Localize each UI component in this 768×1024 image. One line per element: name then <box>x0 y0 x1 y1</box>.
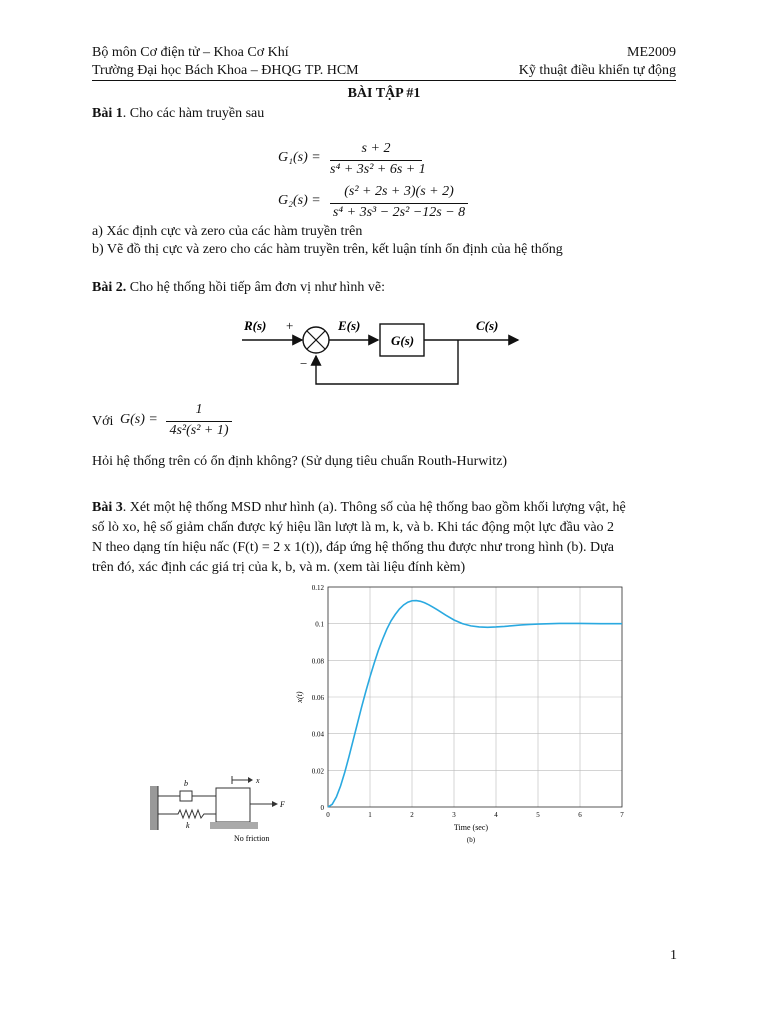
bai2-g-numerator: 1 <box>195 402 203 417</box>
y-axis-label: x(t) <box>295 691 304 703</box>
chart-caption: (b) <box>466 836 476 844</box>
bai3-label: Bài 3 <box>92 500 123 515</box>
x-tick-label: 1 <box>368 811 372 819</box>
bai2-g-lhs: G(s) = <box>120 412 158 427</box>
msd-label-k: k <box>186 821 190 830</box>
bai1-label: Bài 1 <box>92 106 123 121</box>
x-tick-label: 7 <box>620 811 624 819</box>
g2-fraction-bar <box>330 203 468 204</box>
bai1-intro-text: . Cho các hàm truyền sau <box>122 106 265 121</box>
chart-grid <box>328 587 622 807</box>
bai1-part-a: a) Xác định cực và zero của các hàm truyền trên <box>92 224 363 239</box>
bai2-g-denominator: 4s²(s² + 1) <box>169 423 229 438</box>
x-tick-label: 2 <box>410 811 414 819</box>
label-plus: + <box>286 318 294 333</box>
msd-label-friction: No friction <box>234 834 270 843</box>
header-course-code: ME2009 <box>627 45 676 60</box>
damper-icon <box>180 791 192 801</box>
bai2-intro <box>92 278 385 298</box>
bai2-intro-text: Cho hệ thống hồi tiếp âm đơn vị như hình vẽ: <box>126 280 386 295</box>
bai2-voi: Với <box>92 414 114 429</box>
mass-block <box>216 788 250 822</box>
ground <box>210 822 258 829</box>
label-g: G(s) <box>391 333 415 348</box>
bai3-line2: số lò xo, hệ số giảm chấn được ký hiệu lần lượt là m, k, và b. Khi tác động một lực đầu vào 2 <box>92 520 615 535</box>
y-tick-label: 0.12 <box>311 584 324 592</box>
bai3-line3: N theo dạng tín hiệu nấc (F(t) = 2 x 1(t)), đáp ứng hệ thống thu được như trong hình (b). Dựa <box>92 540 614 555</box>
x-tick-label: 6 <box>578 811 582 819</box>
y-tick-label: 0.1 <box>315 620 324 629</box>
label-e: E(s) <box>338 318 361 333</box>
msd-label-x: x <box>256 776 260 785</box>
y-tick-label: 0 <box>320 804 324 812</box>
bai3-line4: trên đó, xác định các giá trị của k, b, và m. (xem tài liệu đính kèm) <box>92 560 466 575</box>
bai3-line1-text: . Xét một hệ thống MSD như hình (a). Thông số của hệ thống bao gồm khối lượng vật, hệ <box>122 500 626 515</box>
msd-label-f: F <box>280 800 285 809</box>
header-divider <box>92 80 676 81</box>
msd-label-b: b <box>184 779 188 788</box>
x-tick-label: 5 <box>536 811 540 819</box>
g1-fraction-bar <box>330 160 422 161</box>
page-title: BÀI TẬP #1 <box>347 86 421 101</box>
msd-system-figure <box>148 774 288 846</box>
wall <box>150 786 158 830</box>
y-tick-label: 0.04 <box>311 730 324 739</box>
g2-lhs: G₂(s) = <box>278 193 321 208</box>
g2-denominator: s⁴ + 3s³ − 2s² −12s − 8 <box>332 205 466 220</box>
y-tick-label: 0.06 <box>311 694 324 702</box>
y-tick-label: 0.02 <box>311 767 324 776</box>
header-dept: Bộ môn Cơ điện tử – Khoa Cơ Khí <box>92 45 289 60</box>
x-axis-label: Time (sec) <box>453 823 489 832</box>
spring-icon <box>158 810 216 818</box>
label-minus: − <box>300 356 308 371</box>
g1-denominator: s⁴ + 3s² + 6s + 1 <box>330 162 426 177</box>
bai3-line1 <box>92 498 626 518</box>
g1-lhs: G₁(s) = <box>278 150 321 165</box>
response-curve <box>328 601 622 807</box>
step-response-chart <box>290 580 640 850</box>
x-tick-label: 3 <box>452 811 456 819</box>
y-tick-label: 0.08 <box>311 657 324 666</box>
page-number: 1 <box>670 948 677 963</box>
feedback-block-diagram <box>236 306 526 394</box>
bai2-fraction-bar <box>166 421 232 422</box>
header-school: Trường Đại học Bách Khoa – ĐHQG TP. HCM <box>92 63 359 78</box>
x-tick-label: 0 <box>326 811 330 819</box>
label-r: R(s) <box>244 318 267 333</box>
header-course-name: Kỹ thuật điều khiển tự động <box>518 63 676 78</box>
bai1-intro <box>92 104 264 124</box>
bai2-label: Bài 2. <box>92 280 127 295</box>
label-c: C(s) <box>476 318 499 333</box>
g2-numerator: (s² + 2s + 3)(s + 2) <box>344 184 454 199</box>
g1-numerator: s + 2 <box>361 141 391 156</box>
bai1-part-b: b) Vẽ đồ thị cực và zero cho các hàm truyền trên, kết luận tính ổn định của hệ thống <box>92 242 563 257</box>
bai2-question: Hỏi hệ thống trên có ổn định không? (Sử dụng tiêu chuẩn Routh-Hurwitz) <box>92 454 508 469</box>
x-tick-label: 4 <box>494 811 498 819</box>
